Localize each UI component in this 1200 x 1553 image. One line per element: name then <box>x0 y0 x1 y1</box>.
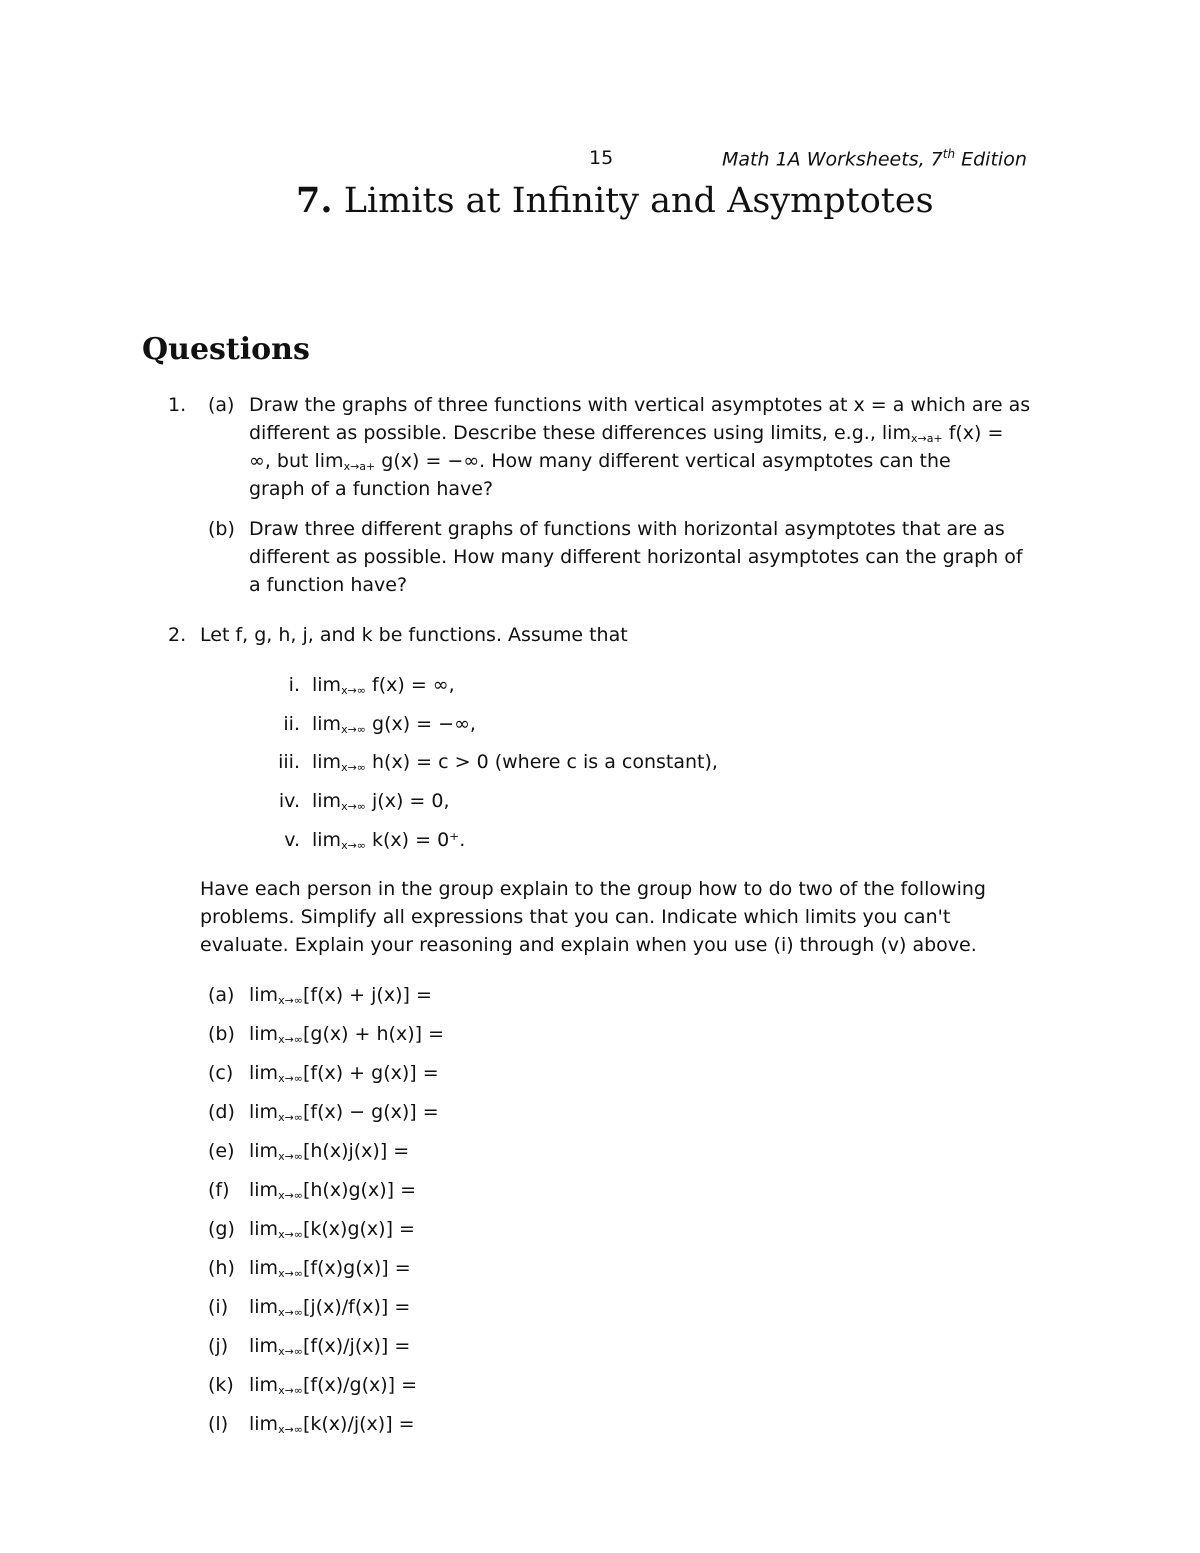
running-title-end: Edition <box>955 148 1027 171</box>
lim-word: lim <box>249 1179 279 1201</box>
assumption-expr-text: g(x) = −∞, <box>372 713 476 735</box>
problem-expr-text: [f(x)/g(x)] = <box>302 1374 418 1396</box>
problem-expr-text: [k(x)g(x)] = <box>302 1218 415 1240</box>
problem-expr <box>249 1179 416 1202</box>
q1a-line-2 <box>249 422 1003 445</box>
lim-sub: x→∞ <box>341 800 366 813</box>
section-heading: Questions <box>142 332 310 367</box>
question-1a-label: (a) <box>208 394 235 416</box>
problem-expr <box>249 1101 439 1124</box>
lim-word: lim <box>249 1023 279 1045</box>
problem-label: (g) <box>208 1218 235 1240</box>
lim-sub: x→∞ <box>278 1072 303 1085</box>
assumption-label: ii. <box>283 713 300 735</box>
lim-sub: x→∞ <box>278 1267 303 1280</box>
problem-label: (d) <box>208 1101 235 1123</box>
question-1b-label: (b) <box>208 518 235 540</box>
lim-sub: x→∞ <box>341 723 366 736</box>
assumption-expr <box>312 751 718 774</box>
problem-expr <box>249 1218 415 1241</box>
q1a-line-3-end: g(x) = −∞. How many different vertical asymptotes can the <box>375 450 951 472</box>
title-text: Limits at Infinity and Asymptotes <box>343 181 934 221</box>
problem-expr <box>249 1296 410 1319</box>
problem-label: (b) <box>208 1023 235 1045</box>
problem-label: (f) <box>208 1179 230 1201</box>
q2-intro: Let f, g, h, j, and k be functions. Assume that <box>200 624 628 646</box>
lim-word: lim <box>249 1218 279 1240</box>
lim-sub: x→∞ <box>278 1033 303 1046</box>
assumption-expr-text: j(x) = 0, <box>372 790 450 812</box>
lim-word: lim <box>312 790 342 812</box>
problem-expr <box>249 1257 411 1280</box>
assumption-label: i. <box>288 674 300 696</box>
assumption-expr <box>312 829 465 852</box>
problem-expr <box>249 1140 409 1163</box>
running-title <box>722 147 1027 170</box>
q1a-line-4: graph of a function have? <box>249 478 494 500</box>
lim-word: lim <box>249 1257 279 1279</box>
problem-expr <box>249 1023 444 1046</box>
assumption-label: iii. <box>278 751 300 773</box>
q1b-line-3: a function have? <box>249 574 408 596</box>
problem-label: (e) <box>208 1140 235 1162</box>
assumption-expr-text: h(x) = c > 0 (where c is a constant), <box>372 751 718 773</box>
lim-sub: x→∞ <box>278 1306 303 1319</box>
problem-expr <box>249 1413 415 1436</box>
lim-sub: x→∞ <box>278 1423 303 1436</box>
lim-sub: x→∞ <box>278 1150 303 1163</box>
problem-expr-text: [f(x) − g(x)] = <box>302 1101 439 1123</box>
q1b-line-1: Draw three different graphs of functions with horizontal asymptotes that are as <box>249 518 1005 540</box>
assumption-label: iv. <box>278 790 300 812</box>
title-number: 7. <box>296 180 333 221</box>
problem-label: (k) <box>208 1374 234 1396</box>
lim-sub: x→∞ <box>341 761 366 774</box>
q1b-line-2: different as possible. How many different horizontal asymptotes can the graph of <box>249 546 1023 568</box>
instructions-line-1: Have each person in the group explain to the group how to do two of the following <box>200 878 986 900</box>
lim-word: lim <box>249 1062 279 1084</box>
q1a-line-1: Draw the graphs of three functions with vertical asymptotes at x = a which are as <box>249 394 1031 416</box>
instructions-line-2: problems. Simplify all expressions that you can. Indicate which limits you can't <box>200 906 951 928</box>
problem-expr-text: [f(x)/j(x)] = <box>302 1335 411 1357</box>
problem-label: (c) <box>208 1062 234 1084</box>
problem-expr-text: [f(x) + j(x)] = <box>302 984 432 1006</box>
lim-word: lim <box>249 1335 279 1357</box>
lim-word: lim <box>249 984 279 1006</box>
lim-word: lim <box>312 751 342 773</box>
q1a-line-2-sub: x→a+ <box>910 432 943 445</box>
problem-expr <box>249 1062 439 1085</box>
lim-sub: x→∞ <box>341 839 366 852</box>
problem-expr <box>249 1374 417 1397</box>
problem-label: (j) <box>208 1335 229 1357</box>
problem-label: (i) <box>208 1296 229 1318</box>
assumption-expr <box>312 790 450 813</box>
problem-label: (h) <box>208 1257 235 1279</box>
lim-word: lim <box>312 829 342 851</box>
q1a-line-3 <box>249 450 951 473</box>
lim-sub: x→∞ <box>341 684 366 697</box>
lim-sub: x→∞ <box>278 1384 303 1397</box>
lim-word: lim <box>249 1374 279 1396</box>
q1a-line-2-end: f(x) = <box>942 422 1004 444</box>
assumption-label: v. <box>284 829 300 851</box>
running-title-sup: th <box>942 147 956 161</box>
assumption-expr-text: f(x) = ∞, <box>372 674 455 696</box>
q1a-line-3-sub: x→a+ <box>343 460 376 473</box>
q1a-line-2-text: different as possible. Describe these differences using limits, e.g., lim <box>249 422 911 444</box>
assumption-expr <box>312 713 476 736</box>
problem-expr-text: [h(x)j(x)] = <box>302 1140 410 1162</box>
lim-word: lim <box>249 1413 279 1435</box>
running-title-text: Math 1A Worksheets, 7 <box>722 148 943 171</box>
question-1-number: 1. <box>168 394 187 416</box>
lim-sub: x→∞ <box>278 994 303 1007</box>
question-2-number: 2. <box>168 624 187 646</box>
lim-word: lim <box>249 1296 279 1318</box>
lim-word: lim <box>312 674 342 696</box>
problem-expr-text: [f(x)g(x)] = <box>302 1257 411 1279</box>
lim-sub: x→∞ <box>278 1228 303 1241</box>
instructions-line-3: evaluate. Explain your reasoning and explain when you use (i) through (v) above. <box>200 934 977 956</box>
problem-expr <box>249 1335 410 1358</box>
page-title <box>296 180 934 221</box>
problem-label: (a) <box>208 984 235 1006</box>
problem-expr-text: [f(x) + g(x)] = <box>302 1062 439 1084</box>
lim-sub: x→∞ <box>278 1111 303 1124</box>
lim-word: lim <box>312 713 342 735</box>
problem-expr-text: [j(x)/f(x)] = <box>302 1296 411 1318</box>
assumption-expr-text: k(x) = 0⁺. <box>372 829 466 851</box>
page-number: 15 <box>589 147 614 169</box>
problem-label: (l) <box>208 1413 229 1435</box>
problem-expr-text: [h(x)g(x)] = <box>302 1179 416 1201</box>
lim-sub: x→∞ <box>278 1189 303 1202</box>
lim-word: lim <box>249 1140 279 1162</box>
lim-word: lim <box>249 1101 279 1123</box>
q1a-line-3-text: ∞, but lim <box>249 450 344 472</box>
problem-expr-text: [g(x) + h(x)] = <box>302 1023 444 1045</box>
assumption-expr <box>312 674 455 697</box>
problem-expr <box>249 984 432 1007</box>
lim-sub: x→∞ <box>278 1345 303 1358</box>
problem-expr-text: [k(x)/j(x)] = <box>302 1413 415 1435</box>
